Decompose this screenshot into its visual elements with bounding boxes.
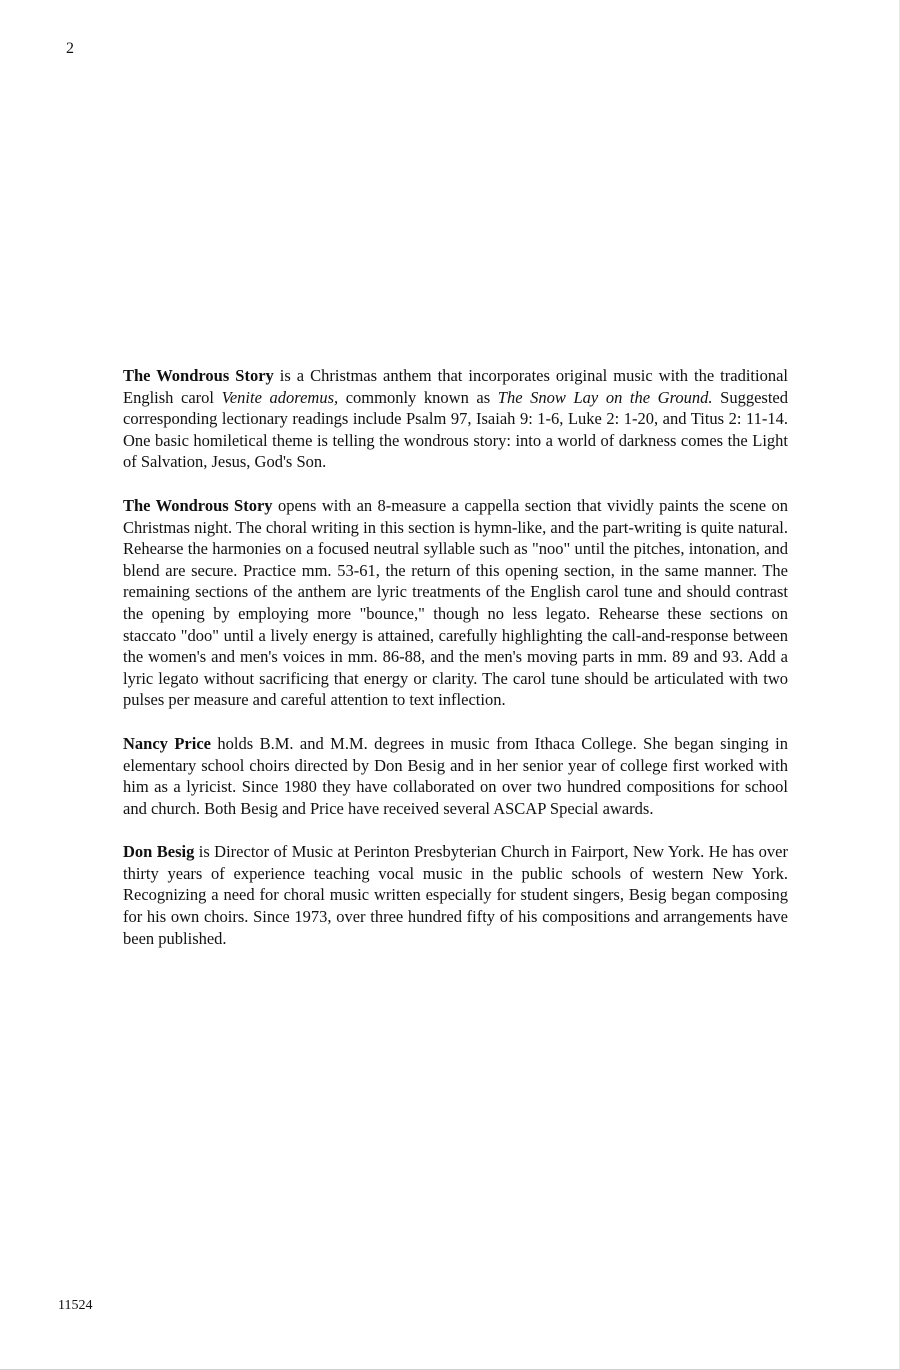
composer-bio-paragraph	[123, 841, 788, 949]
performance-notes-text: opens with an 8-measure a cappella section that vividly paints the scene on Christmas night. The choral writing in this section is hymn-like, and the part-writing is quite natural. Rehearse the harmonies on a focused neutral syllable such as "noo" until the pitches, intonation, and blend are secure. Practice mm. 53-61, the return of this opening section, in the same manner. The remaining sections of the anthem are lyric treatments of the English carol tune and should contrast the opening by employing more "bounce," though no less legato. Rehearse these sections on staccato "doo" until a lively energy is attained, carefully highlighting the call-and-response between the women's and men's voices in mm. 86-88, and the men's moving parts in mm. 89 and 93. Add a lyric legato without sacrificing that energy or clarity. The carol tune should be articulated with two pulses per measure and careful attention to text inflection.	[123, 495, 788, 710]
intro-paragraph	[123, 365, 788, 473]
intro-text-3: Suggested corresponding lectionary readings include Psalm 97, Isaiah 9: 1-6, Luke 2: 1-20, and Titus 2: 11-14. One basic homiletical theme is telling the wondrous story: into a world of darkness comes the Light of Salvation, Jesus, God's Son.	[123, 387, 788, 472]
program-notes	[123, 365, 788, 971]
anthem-title: The Wondrous Story	[123, 366, 274, 385]
lyricist-bio-text: holds B.M. and M.M. degrees in music from Ithaca College. She began singing in elementary school choirs directed by Don Besig and in her senior year of college first worked with him as a lyricist. Since 1980 they have collaborated on over two hundred compositions for school and church. Both Besig and Price have received several ASCAP Special awards.	[123, 733, 788, 818]
lyricist-name: Nancy Price	[123, 733, 211, 753]
lyricist-bio-paragraph	[123, 733, 788, 819]
performance-notes-paragraph	[123, 495, 788, 711]
carol-english-title: The Snow Lay on the Ground.	[497, 387, 713, 407]
composer-name: Don Besig	[123, 842, 195, 862]
anthem-title: The Wondrous Story	[123, 495, 273, 515]
intro-text-1: is a Christmas anthem that incorporates original music with the traditional English carol	[123, 366, 788, 407]
catalog-number: 11524	[58, 1298, 93, 1313]
intro-text-2: commonly known as	[338, 387, 498, 407]
carol-latin-title: Venite adoremus,	[221, 387, 339, 407]
composer-bio-text: is Director of Music at Perinton Presbyterian Church in Fairport, New York. He has over thirty years of experience teaching vocal music in the public schools of western New York. Recognizing a need for choral music written especially for student singers, Besig began composing for his own choirs. Since 1973, over three hundred fifty of his compositions and arrangements have been published.	[123, 842, 788, 948]
page-number: 2	[66, 40, 74, 57]
